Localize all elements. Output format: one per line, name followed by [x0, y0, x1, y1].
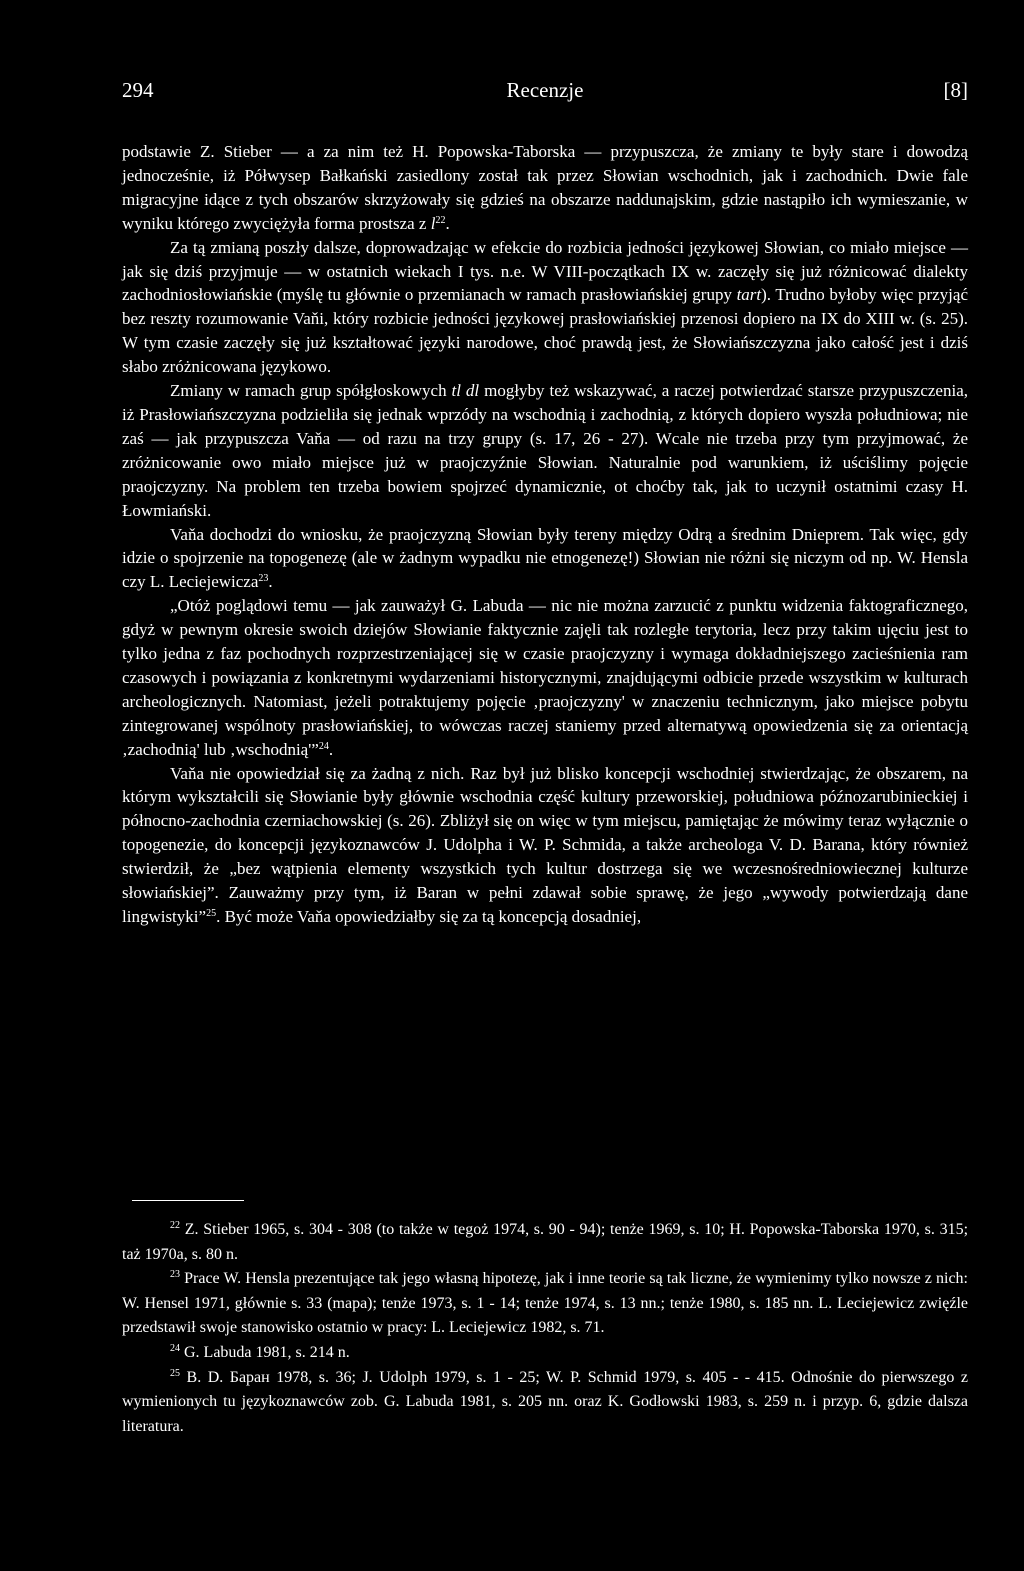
footnote-mark: 24 — [170, 1342, 180, 1354]
paragraph-3: Zmiany w ramach grup spółgłoskowych tl dl mogłyby też wskazywać, a raczej potwierdzać starsze przypuszczenia, iż Prasłowiańszczyzna podzieliła się jednak wprzódy na wschodnią i zachodnią, z których dopiero wyszła południowa; nie zaś — jak przypuszcza Vaňa — od razu na trzy grupy (s. 17, 26 - 27). Wcale nie trzeba przy tym przyjmować, że zróżnicowanie owo miało miejsce już w praojczyźnie Słowian. Naturalnie pod warunkiem, iż uściślimy pojęcie praojczyzny. Na problem ten trzeba bowiem spojrzeć dynamicznie, ot choćby tak, jak to uczynił ostatnimi czasy H. Łowmiański. — [122, 381, 968, 520]
footnote-ref-24[interactable]: 24 — [318, 740, 329, 752]
section-number: [8] — [943, 78, 968, 102]
main-text — [122, 140, 968, 929]
paragraph-1: podstawie Z. Stieber — a za nim też H. Popowska-Taborska — przypuszcza, że zmiany te były stare i dowodzą jednocześnie, iż Półwysep Bałkański zasiedlony został tak przez Słowian wschodnich, jak i zachodnich. Dwie fale migracyjne idące z tych obszarów skrzyżowały się gdzieś na obszarze naddunajskim, gdzie nastąpiło ich wymieszanie, w wyniku którego zwyciężyła forma prostsza z $l^{22}$. — [122, 142, 968, 233]
paragraph-4: Vaňa dochodzi do wniosku, że praojczyzną Słowian były tereny między Odrą a średnim Dnieprem. Tak więc, gdy idzie o spojrzenie na topogenezę (ale w żadnym wypadku nie etnogenezę!) Słowian nie różni się niczym od np. W. Hensla czy L. Leciejewicza$^{23}$. — [122, 524, 968, 592]
footnote-mark: 22 — [170, 1220, 180, 1231]
page-number: 294 — [122, 78, 154, 102]
page-header — [122, 78, 968, 108]
footnote-ref-25[interactable]: 25 — [206, 908, 217, 919]
footnote-mark: 25 — [170, 1367, 180, 1379]
footnote-separator — [132, 1200, 244, 1201]
footnote-24: $^{24}$ G. Labuda 1981, s. 214 n. — [170, 1342, 350, 1361]
running-title: Recenzje — [506, 78, 584, 102]
footnote-ref-23[interactable]: 23 — [258, 573, 269, 585]
footnote-ref-22[interactable]: 22 — [435, 214, 446, 226]
footnote-23: $^{23}$ Prace W. Hensla prezentujące tak jego własną hipotezę, jak i inne teorie są tak liczne, że wymienimy tylko nowsze z nich: W. Hensel 1971, głównie s. 33 (mapa); tenże 1973, s. 1 - 14; tenże 1974, s. 13 nn.; tenże 1980, s. 185 nn. L. Leciejewicz zwięźle przedstawił swoje stanowisko ostatnio w pracy: L. Leciejewicz 1982, s. 71. — [122, 1269, 968, 1337]
paragraph-6: Vaňa nie opowiedział się za żadną z nich. Raz był już blisko koncepcji wschodniej stwierdzając, że obszarem, na którym wykształcili się Słowianie były głównie wschodnia część kultury przeworskiej, południowa późnozarubinieckiej i północno-zachodnia czerniachowskiej (s. 26). Zbliżył się on więc w tym miejscu, pamiętając że mówimy teraz wyłącznie o topogenezie, do koncepcji językoznawców J. Udolpha i W. P. Schmida, a także archeologa V. D. Barana, który również stwierdził, że „bez wątpienia elementy wszystkich tych kultur dostrzega się we wczesnośredniowiecznej kulturze słowiańskiej”. Zauważmy przy tym, iż Baran w pełni zdawał sobie sprawę, że jego „wywody potwierdzają dane lingwistyki”$^{25}$. Być może Vaňa opowiedziałby się za tą koncepcją dosadniej, — [122, 763, 968, 926]
footnote-25: $^{25}$ В. D. Баран 1978, s. 36; J. Udolph 1979, s. 1 - 25; W. P. Schmid 1979, s. 405 - - 415. Odnośnie do pierwszego z wymienionych tu językoznawców zob. G. Labuda 1981, s. 205 nn. oraz K. Godłowski 1983, s. 259 n. i przyp. 6, gdzie dalsza literatura. — [122, 1367, 969, 1435]
footnotes — [122, 1218, 968, 1439]
paragraph-2: Za tą zmianą poszły dalsze, doprowadzając w efekcie do rozbicia jedności językowej Słowian, co miało miejsce — jak się dziś przyjmuje — w ostatnich wiekach I tys. n.e. W VIII-początkach IX w. zaczęły się już różnicować dialekty zachodniosłowiańskie (myślę tu głównie o przemianach w ramach prasłowiańskiej grupy tart). Trudno byłoby więc przyjąć bez reszty rozumowanie Vaňi, który rozbicie jedności językowej prasłowiańskiej przenosi dopiero na IX do XIII w. (s. 25). W tym czasie zaczęły się już kształtować języki narodowe, choć prawdą jest, że Słowiańszczyzna jako całość jest i dziś słabo zróżnicowana językowo. — [122, 237, 968, 377]
footnote-22: $^{22}$ Z. Stieber 1965, s. 304 - 308 (to także w tegoż 1974, s. 90 - 94); tenże 1969, s. 10; H. Popowska-Taborska 1970, s. 315; taż 1970a, s. 80 n. — [122, 1220, 969, 1263]
paragraph-5-quote: „Otóż poglądowi temu — jak zauważył G. Labuda — nic nie można zarzucić z punktu widzenia faktograficznego, gdyż w pewnym okresie swoich dziejów Słowianie faktycznie zajęli tak rozległe terytoria, lecz przy takim ujęciu jest to tylko jedna z faz pochodnych rozprzestrzeniającej się w czasie praojczyzny i wymaga dokładniejszego zacieśnienia ram czasowych i powiązania z konkretnymi wydarzeniami historycznymi, znajdującymi odbicie przede wszystkim w kulturach archeologicznych. Natomiast, jeżeli potraktujemy pojęcie ‚praojczyzny' w znaczeniu technicznym, jako miejsce pobytu zintegrowanej wspólnoty prasłowiańskiej, to wówczas raczej staniemy przed alternatywą opowiedzenia się za orientacją ‚zachodnią' lub ‚wschodnią'”$^{24}$. — [122, 596, 968, 759]
footnote-mark: 23 — [170, 1269, 180, 1281]
